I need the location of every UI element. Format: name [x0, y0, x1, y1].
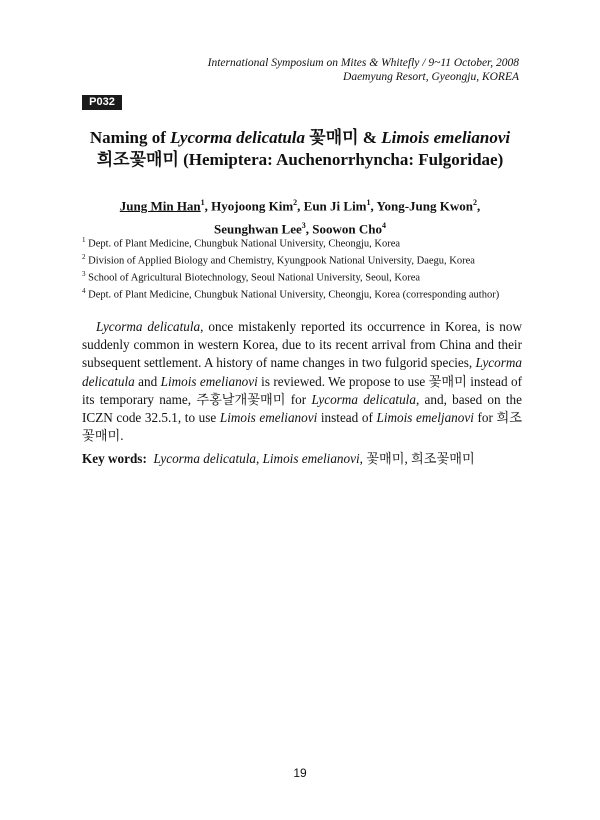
species-name: Limois emelianovi — [219, 410, 318, 426]
affiliation-item — [82, 268, 522, 285]
title-line-2: 희조꽃매미 (Hemiptera: Auchenorrhyncha: Fulgoridae) — [96, 150, 504, 169]
abstract-text: instead of — [317, 410, 377, 426]
abstract-text: and — [134, 373, 161, 389]
affiliation-text: Dept. of Plant Medicine, Chungbuk National University, Cheongju, Korea — [88, 238, 401, 250]
title-species-2: Limois emelianovi — [381, 128, 511, 147]
author-name: Jung Min Han — [119, 198, 201, 214]
affiliation-list — [82, 234, 522, 302]
conference-name: International Symposium on Mites & Whitefly / 9~11 October, 2008 — [207, 57, 519, 69]
title-text: 꽃매미 & — [305, 128, 382, 147]
author-affil: 3 — [301, 221, 306, 231]
affiliation-text: Division of Applied Biology and Chemistry, Kyungpook National University, Daegu, Korea — [88, 255, 475, 267]
author-line-2: Seunghwan Lee$^3$, Soowon Cho$^4$ — [214, 221, 386, 237]
author-affil: 4 — [382, 221, 386, 231]
species-name: Limois emeljanovi — [376, 410, 474, 426]
author-affil: 2 — [293, 198, 298, 207]
species-name: Lycorma delicatula — [311, 391, 416, 407]
keyword-separator: , — [255, 451, 263, 466]
paper-title — [60, 127, 540, 171]
affiliation-text: School of Agricultural Biotechnology, Seoul National University, Seoul, Korea — [88, 272, 421, 284]
poster-id-badge: P032 — [82, 95, 122, 110]
conference-header — [208, 56, 519, 84]
abstract-text: , once mistakenly reported its occurrence in Korea, is now suddenly common in western Korea, due to its recent arrival from China and their subsequent settlement. A history of name changes in two fulgorid species, — [82, 319, 523, 371]
author-name: Eun Ji Lim — [303, 198, 367, 214]
conference-venue: Daemyung Resort, Gyeongju, KOREA — [343, 71, 519, 83]
title-species-1: Lycorma delicatula — [170, 128, 306, 147]
page-number: 19 — [293, 766, 307, 780]
abstract-text: is reviewed. We propose to use 꽃매미 instead of its temporary name, 주홍날개꽃매미 for — [82, 373, 522, 407]
affiliation-item — [82, 251, 522, 268]
author-name: Hyojoong Kim — [211, 198, 294, 214]
affiliation-number: 1 — [82, 236, 86, 244]
author-affil: 1 — [200, 198, 205, 207]
abstract-text: , and, based on the ICZN code 32.5.1, to use — [82, 391, 523, 426]
author-affil: 2 — [473, 198, 477, 207]
author-affil: 1 — [366, 198, 371, 207]
keyword-item: , 꽃매미, 희조꽃매미 — [359, 451, 475, 466]
affiliation-number: 4 — [82, 287, 86, 295]
species-name: Lycorma delicatula — [96, 319, 201, 334]
species-name: Lycorma delicatula — [82, 355, 522, 389]
author-name: Soowon Cho — [312, 221, 382, 237]
affiliation-number: 2 — [82, 253, 86, 261]
affiliation-text: Dept. of Plant Medicine, Chungbuk National University, Cheongju, Korea (corresponding author) — [88, 289, 500, 301]
keywords-line — [82, 450, 522, 468]
affiliation-item — [82, 285, 522, 302]
keywords-label: Key words: — [82, 451, 147, 466]
author-line-1: Jung Min Han$^1$, Hyojoong Kim$^2$, Eun Ji Lim$^1$, Yong-Jung Kwon$^2$, — [119, 198, 481, 214]
abstract-paragraph — [82, 318, 522, 445]
author-list — [70, 193, 530, 240]
abstract-text: for 희조꽃매미. — [82, 410, 522, 444]
species-name: Limois emelianovi — [160, 373, 258, 389]
keyword-item: Limois emelianovi — [262, 451, 360, 466]
title-text: Naming of — [89, 128, 171, 147]
author-name: Seunghwan Lee — [214, 221, 302, 237]
keyword-item: Lycorma delicatula — [153, 451, 256, 466]
affiliation-number: 3 — [82, 270, 86, 278]
affiliation-item — [82, 234, 522, 251]
title-line-1 — [60, 127, 540, 149]
author-name: Yong-Jung Kwon — [376, 198, 473, 214]
